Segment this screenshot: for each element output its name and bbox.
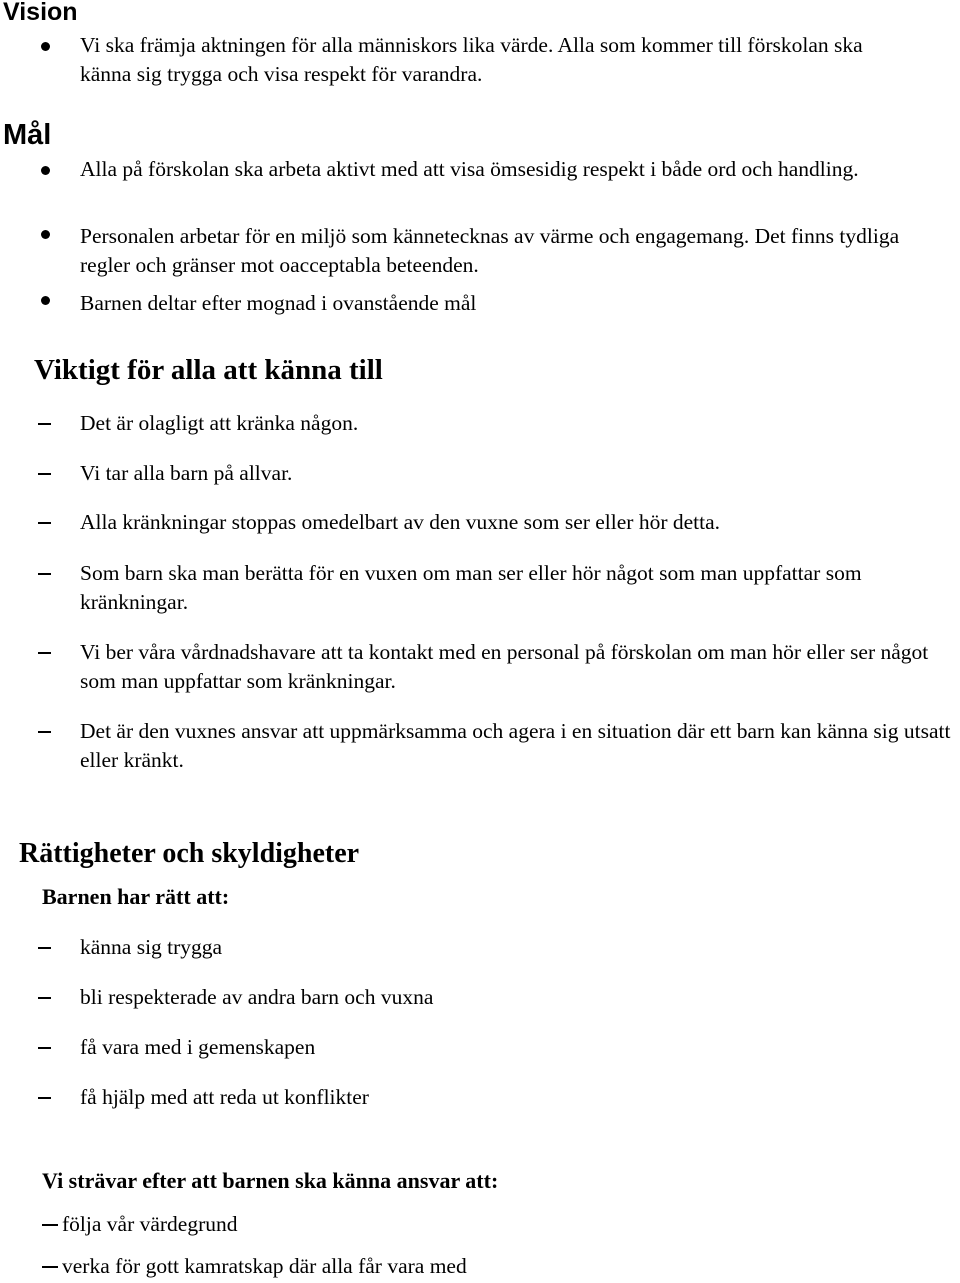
- rattigheter-item-2: bli respekterade av andra barn och vuxna: [80, 985, 434, 1009]
- ansvar-subheading: Vi strävar efter att barnen ska känna ansvar att:: [42, 1168, 499, 1193]
- viktigt-item-4: Som barn ska man berätta för en vuxen om man ser eller hör något som man uppfattar som kränkningar.: [80, 561, 862, 614]
- rattigheter-item-3: få vara med i gemenskapen: [80, 1035, 316, 1059]
- rattigheter-heading: Rättigheter och skyldigheter: [19, 838, 360, 869]
- dash-icon: [38, 1047, 51, 1049]
- rattigheter-subheading: Barnen har rätt att:: [42, 884, 230, 909]
- viktigt-item-6: Det är den vuxnes ansvar att uppmärksamma och agera i en situation där ett barn kan känna sig utsatt eller kränkt.: [80, 719, 951, 772]
- viktigt-item-3: Alla kränkningar stoppas omedelbart av den vuxne som ser eller hör detta.: [80, 510, 721, 534]
- viktigt-item-2: Vi tar alla barn på allvar.: [80, 461, 293, 485]
- bullet-icon: [41, 296, 50, 305]
- bullet-icon: [41, 166, 50, 175]
- vision-heading: Vision: [3, 0, 78, 26]
- dash-icon: [38, 652, 51, 654]
- dash-icon: [38, 997, 51, 999]
- viktigt-item-5: Vi ber våra vårdnadshavare att ta kontakt med en personal på förskolan om man hör eller ser något som man uppfattar som kränkningar.: [80, 640, 929, 693]
- dash-icon: [42, 1266, 58, 1268]
- vision-item: Vi ska främja aktningen för alla människors lika värde. Alla som kommer till förskolan ska känna sig trygga och visa respekt för varandra.: [80, 33, 863, 86]
- viktigt-heading: Viktigt för alla att känna till: [34, 354, 383, 386]
- rattigheter-item-1: känna sig trygga: [80, 935, 223, 959]
- ansvar-item-2: verka för gott kamratskap där alla får vara med: [62, 1254, 467, 1278]
- dash-icon: [42, 1224, 58, 1226]
- dash-icon: [38, 731, 51, 733]
- viktigt-item-1: Det är olagligt att kränka någon.: [80, 411, 359, 435]
- bullet-icon: [41, 42, 50, 51]
- mal-item-1: Alla på förskolan ska arbeta aktivt med att visa ömsesidig respekt i både ord och handling.: [80, 157, 859, 181]
- dash-icon: [38, 573, 51, 575]
- rattigheter-item-4: få hjälp med att reda ut konflikter: [80, 1085, 369, 1109]
- mal-item-3: Barnen deltar efter mognad i ovanstående mål: [80, 291, 477, 315]
- dash-icon: [38, 423, 51, 425]
- dash-icon: [38, 947, 51, 949]
- dash-icon: [38, 473, 51, 475]
- mal-heading: Mål: [3, 119, 52, 151]
- ansvar-item-1: följa vår värdegrund: [62, 1212, 238, 1236]
- dash-icon: [38, 522, 51, 524]
- mal-item-2: Personalen arbetar för en miljö som kännetecknas av värme och engagemang. Det finns tydliga regler och gränser mot oacceptabla beteenden.: [80, 224, 900, 277]
- dash-icon: [38, 1097, 51, 1099]
- bullet-icon: [41, 230, 50, 239]
